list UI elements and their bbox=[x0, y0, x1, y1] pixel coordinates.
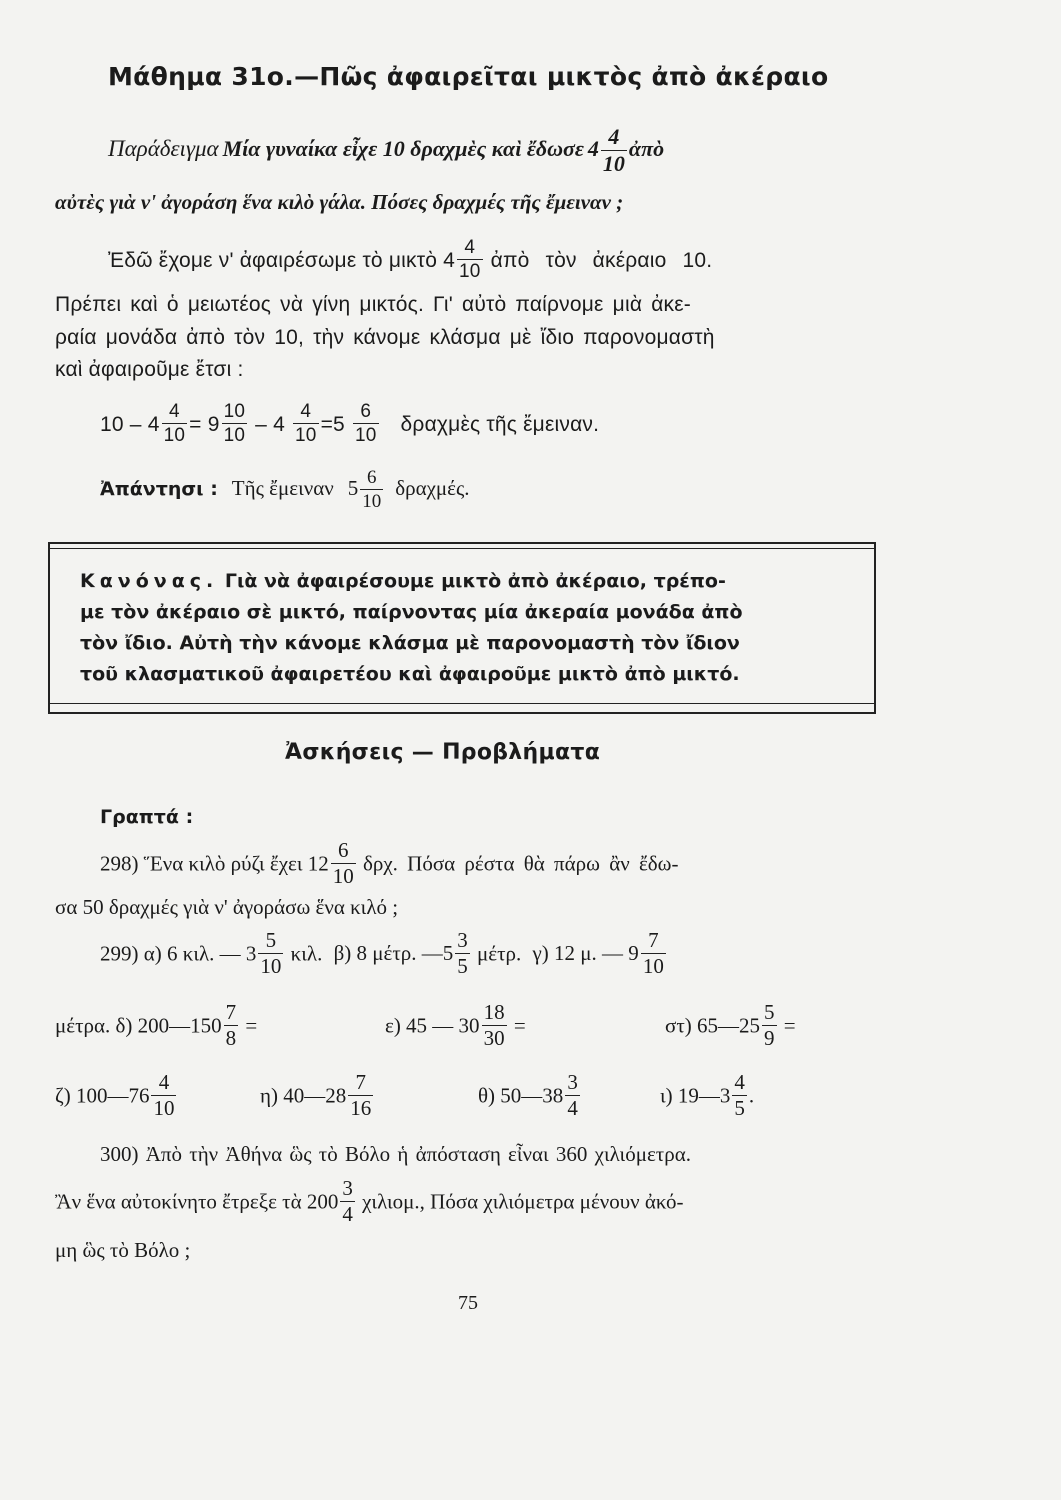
fraction-denominator: 10 bbox=[163, 425, 186, 446]
fraction-denominator: 8 bbox=[225, 1026, 237, 1050]
fraction-denominator: 16 bbox=[350, 1096, 372, 1120]
problem-299-row-1 bbox=[100, 928, 668, 979]
fraction-denominator: 10 bbox=[153, 1096, 175, 1120]
p299-c-fraction bbox=[641, 930, 666, 977]
fraction-numerator: 7 bbox=[355, 1070, 366, 1094]
p299-d: μέτρα. δ) 200—150 bbox=[55, 1013, 222, 1038]
example-label: Παράδειγμα bbox=[108, 136, 219, 162]
calc-whole-1: 4 bbox=[147, 413, 160, 437]
explanation-line-2: Πρέπει καὶ ὁ μειωτέος νὰ γίνη μικτός. Γι' αὐτὸ παίρνομε μιὰ ἀκε- bbox=[55, 293, 691, 316]
p299-z-fraction bbox=[151, 1072, 176, 1119]
p299-b-unit: μέτρ. bbox=[477, 941, 522, 966]
fraction-denominator: 10 bbox=[362, 491, 382, 512]
p299-th: θ) 50—38 bbox=[478, 1083, 564, 1108]
fraction-denominator: 30 bbox=[483, 1026, 505, 1050]
p298-text: 298) Ἕνα κιλὸ ρύζι ἔχει 12 bbox=[100, 851, 329, 876]
answer-fraction bbox=[360, 468, 383, 511]
calc-end-text: δραχμὲς τῆς ἔμειναν. bbox=[400, 413, 600, 437]
rule-line-1 bbox=[80, 570, 726, 592]
explanation-text: Ἐδῶ ἔχομε ν' ἀφαιρέσωμε τὸ μικτὸ bbox=[108, 249, 438, 273]
problem-298-line-1 bbox=[100, 838, 679, 889]
fraction-denominator: 10 bbox=[459, 261, 481, 282]
fraction-denominator: 10 bbox=[295, 425, 317, 446]
p299-b-fraction bbox=[455, 930, 470, 977]
calc-fraction-1 bbox=[162, 402, 188, 445]
problem-299-row-2-d bbox=[55, 1000, 258, 1051]
written-label: Γραπτά : bbox=[100, 806, 194, 828]
p299-h: η) 40—28 bbox=[260, 1083, 347, 1108]
answer-whole: 5 bbox=[347, 476, 359, 501]
calc-whole-2: 9 bbox=[207, 413, 220, 437]
p299-a-unit: κιλ. bbox=[290, 941, 323, 966]
rule-text-1: Γιὰ νὰ ἀφαιρέσουμε μικτὸ ἀπὸ ἀκέραιο, τρέπο- bbox=[224, 570, 726, 592]
example-whole: 4 bbox=[587, 136, 599, 162]
problem-299-row-2-e bbox=[385, 1000, 526, 1051]
rule-line-4: τοῦ κλασματικοῦ ἀφαιρετέου καὶ ἀφαιροῦμε μικτὸ ἀπὸ μικτό. bbox=[80, 663, 740, 685]
problem-299-row-3-z bbox=[55, 1070, 178, 1121]
explanation-text-end: ἀπὸ τὸν ἀκέραιο 10. bbox=[490, 249, 713, 273]
fraction-denominator: 5 bbox=[734, 1096, 745, 1120]
fraction-numerator: 6 bbox=[360, 401, 372, 422]
fraction-denominator: 10 bbox=[602, 151, 625, 176]
calc-fraction-4 bbox=[353, 402, 379, 445]
fraction-numerator: 3 bbox=[342, 1176, 353, 1200]
answer-unit: δραχμές. bbox=[395, 476, 470, 501]
problem-299-row-3-i bbox=[660, 1070, 755, 1121]
fraction-denominator: 10 bbox=[332, 864, 354, 888]
answer-label: Ἀπάντησι : bbox=[100, 478, 218, 501]
example-text-end: ἀπὸ bbox=[628, 136, 665, 162]
lesson-title: Μάθημα 31ο.—Πῶς ἀφαιρεῖται μικτὸς ἀπὸ ἀκέραιο bbox=[108, 62, 829, 91]
fraction-denominator: 10 bbox=[260, 954, 282, 978]
fraction-numerator: 3 bbox=[457, 928, 468, 952]
p299-c: γ) 12 μ. — 9 bbox=[532, 941, 639, 966]
rule-box bbox=[48, 542, 876, 714]
problem-298-line-2: σα 50 δραχμές γιὰ ν' ἀγοράσω ἕνα κιλό ; bbox=[55, 895, 399, 919]
fraction-numerator: 4 bbox=[300, 401, 312, 422]
p299-e-fraction bbox=[482, 1002, 507, 1049]
fraction-numerator: 5 bbox=[265, 928, 277, 952]
page-number: 75 bbox=[458, 1292, 478, 1314]
problem-300-line-2 bbox=[55, 1176, 684, 1227]
rule-box-bottom-line bbox=[48, 703, 874, 704]
fraction-numerator: 4 bbox=[608, 124, 620, 149]
fraction-numerator: 7 bbox=[648, 928, 659, 952]
p299-st-equals: = bbox=[783, 1013, 796, 1038]
example-line-2: αὐτὲς γιὰ ν' ἀγοράση ἕνα κιλὸ γάλα. Πόσες δραχμές τῆς ἔμειναν ; bbox=[55, 190, 624, 214]
explanation-fraction bbox=[457, 238, 483, 281]
problem-300-line-1: 300) Ἀπὸ τὴν Ἀθήνα ὣς τὸ Βόλο ἡ ἀπόσταση εἶναι 360 χιλιόμετρα. bbox=[100, 1142, 691, 1166]
p299-i-fraction bbox=[732, 1072, 747, 1119]
fraction-numerator: 4 bbox=[464, 237, 476, 258]
example-fraction bbox=[601, 126, 627, 175]
calculation-line bbox=[100, 401, 600, 447]
fraction-numerator: 10 bbox=[223, 401, 246, 422]
fraction-denominator: 10 bbox=[223, 425, 246, 446]
fraction-numerator: 4 bbox=[734, 1070, 745, 1094]
rule-line-2: με τὸν ἀκέραιο σὲ μικτό, παίρνοντας μία ἀκεραία μονάδα ἀπὸ bbox=[80, 601, 743, 623]
example-line-1 bbox=[108, 124, 665, 177]
calc-equals-1: = bbox=[189, 413, 202, 437]
problem-300-line-3: μη ὣς τὸ Βόλο ; bbox=[55, 1238, 191, 1262]
p298-text-2: δρχ. Πόσα ρέστα θὰ πάρω ἂν ἔδω- bbox=[362, 851, 679, 876]
fraction-numerator: 6 bbox=[366, 467, 377, 488]
answer-text: Τῆς ἔμειναν bbox=[231, 476, 334, 501]
rule-label: Κανόνας. bbox=[80, 570, 219, 592]
p299-a-fraction bbox=[258, 930, 283, 977]
calc-fraction-3 bbox=[293, 402, 319, 445]
p299-a: 299) α) 6 κιλ. — 3 bbox=[100, 941, 257, 966]
p299-z: ζ) 100—76 bbox=[55, 1083, 150, 1108]
example-text: Μία γυναίκα εἶχε 10 δραχμὲς καὶ ἔδωσε bbox=[222, 136, 584, 162]
p298-fraction bbox=[331, 840, 356, 887]
p299-st: στ) 65—25 bbox=[665, 1013, 761, 1038]
problem-299-row-3-th bbox=[478, 1070, 582, 1121]
fraction-numerator: 18 bbox=[483, 1000, 505, 1024]
rule-box-top-line bbox=[48, 548, 874, 549]
p300-text-end: χιλιομ., Πόσα χιλιόμετρα μένουν ἀκό- bbox=[362, 1189, 684, 1214]
fraction-denominator: 10 bbox=[642, 954, 664, 978]
problem-299-row-3-h bbox=[260, 1070, 375, 1121]
p299-i: ι) 19—3 bbox=[660, 1083, 731, 1108]
p299-h-fraction bbox=[348, 1072, 373, 1119]
fraction-denominator: 9 bbox=[764, 1026, 775, 1050]
fraction-numerator: 4 bbox=[169, 401, 180, 422]
problem-299-row-2-st bbox=[665, 1000, 796, 1051]
calc-equals-2: =5 bbox=[320, 413, 345, 437]
fraction-numerator: 6 bbox=[337, 838, 349, 862]
explanation-line-1 bbox=[108, 237, 713, 283]
answer-line bbox=[100, 467, 470, 513]
fraction-numerator: 5 bbox=[764, 1000, 775, 1024]
calc-minus: – 4 bbox=[255, 413, 285, 437]
exercises-heading: Ἀσκήσεις — Προβλήματα bbox=[285, 740, 601, 765]
p299-b: β) 8 μέτρ. —5 bbox=[333, 941, 454, 966]
explanation-line-3: ραία μονάδα ἀπὸ τὸν 10, τὴν κάνομε κλάσμα μὲ ἴδιο παρονομαστὴ bbox=[55, 326, 715, 349]
p299-d-fraction bbox=[224, 1002, 239, 1049]
fraction-denominator: 4 bbox=[342, 1202, 353, 1226]
explanation-line-4: καὶ ἀφαιροῦμε ἔτσι : bbox=[55, 358, 244, 381]
fraction-denominator: 5 bbox=[457, 954, 468, 978]
p299-th-fraction bbox=[565, 1072, 580, 1119]
p300-fraction bbox=[340, 1178, 355, 1225]
explanation-whole: 4 bbox=[443, 249, 456, 273]
rule-line-3: τὸν ἴδιο. Αὐτὴ τὴν κάνομε κλάσμα μὲ παρονομαστὴ τὸν ἴδιον bbox=[80, 632, 740, 654]
p299-d-equals: = bbox=[245, 1013, 258, 1038]
p299-e: ε) 45 — 30 bbox=[385, 1013, 480, 1038]
p299-e-equals: = bbox=[513, 1013, 526, 1038]
fraction-numerator: 3 bbox=[567, 1070, 578, 1094]
calc-start: 10 – bbox=[100, 413, 142, 437]
fraction-denominator: 4 bbox=[567, 1096, 578, 1120]
p299-st-fraction bbox=[762, 1002, 777, 1049]
calc-fraction-2 bbox=[222, 402, 248, 445]
p299-i-end: . bbox=[748, 1083, 755, 1108]
fraction-denominator: 10 bbox=[354, 425, 377, 446]
p300-text-start: Ἂν ἕνα αὐτοκίνητο ἔτρεξε τὰ 200 bbox=[55, 1189, 339, 1214]
fraction-numerator: 7 bbox=[225, 1000, 237, 1024]
fraction-numerator: 4 bbox=[158, 1070, 170, 1094]
